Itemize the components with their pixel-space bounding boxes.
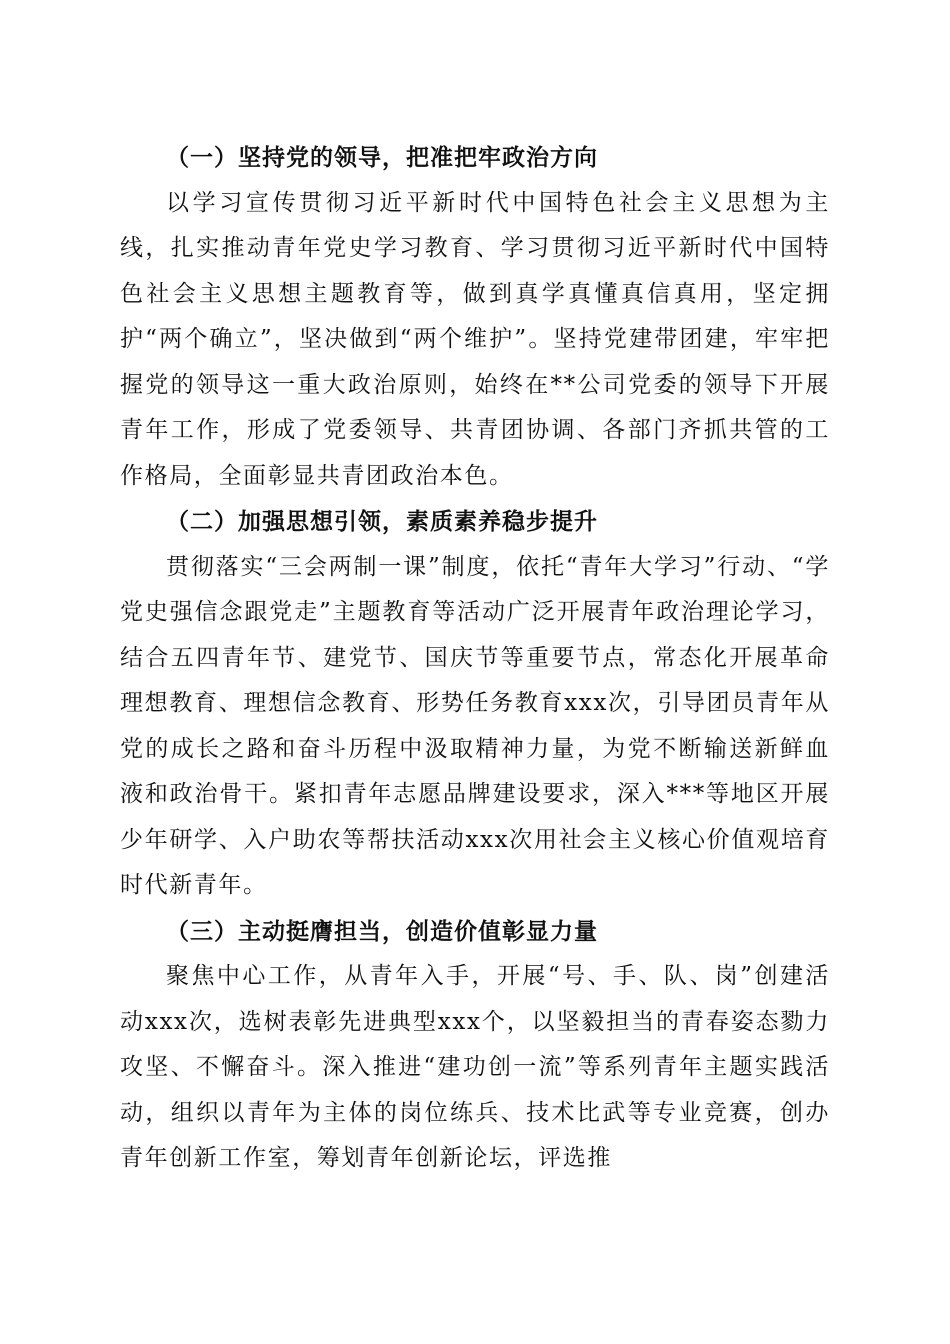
section-2-heading: （二）加强思想引领，素质素养稳步提升	[166, 508, 598, 535]
document-body	[120, 135, 830, 1182]
section-3-paragraph: 聚焦中心工作，从青年入手，开展“号、手、队、岗”创建活动xxx次，选树表彰先进典型xxx个，以坚毅担当的青春姿态勠力攻坚、不懈奋斗。深入推进“建功创一流”等系列青年主题实践活动，组织以青年为主体的岗位练兵、技术比武等专业竞赛，创办青年创新工作室，筹划青年创新论坛，评选推	[120, 963, 830, 1171]
section-3-heading: （三）主动挺膺担当，创造价值彰显力量	[166, 917, 598, 945]
section-1-heading: （一）坚持党的领导，把准把牢政治方向	[166, 144, 598, 171]
section-2-paragraph: 贯彻落实“三会两制一课”制度，依托“青年大学习”行动、“学党史强信念跟党走”主题教育等活动广泛开展青年政治理论学习，结合五四青年节、建党节、国庆节等重要节点，常态化开展革命理想教育、理想信念教育、形势任务教育xxx次，引导团员青年从党的成长之路和奋斗历程中汲取精神力量，为党不断输送新鲜血液和政治骨干。紧扣青年志愿品牌建设要求，深入***等地区开展少年研学、入户助农等帮扶活动xxx次用社会主义核心价值观培育时代新青年。	[120, 553, 830, 898]
section-1-paragraph: 以学习宣传贯彻习近平新时代中国特色社会主义思想为主线，扎实推动青年党史学习教育、学习贯彻习近平新时代中国特色社会主义思想主题教育等，做到真学真懂真信真用，坚定拥护“两个确立”，坚决做到“两个维护”。坚持党建带团建，牢牢把握党的领导这一重大政治原则，始终在**公司党委的领导下开展青年工作，形成了党委领导、共青团协调、各部门齐抓共管的工作格局，全面彰显共青团政治本色。	[120, 189, 830, 489]
